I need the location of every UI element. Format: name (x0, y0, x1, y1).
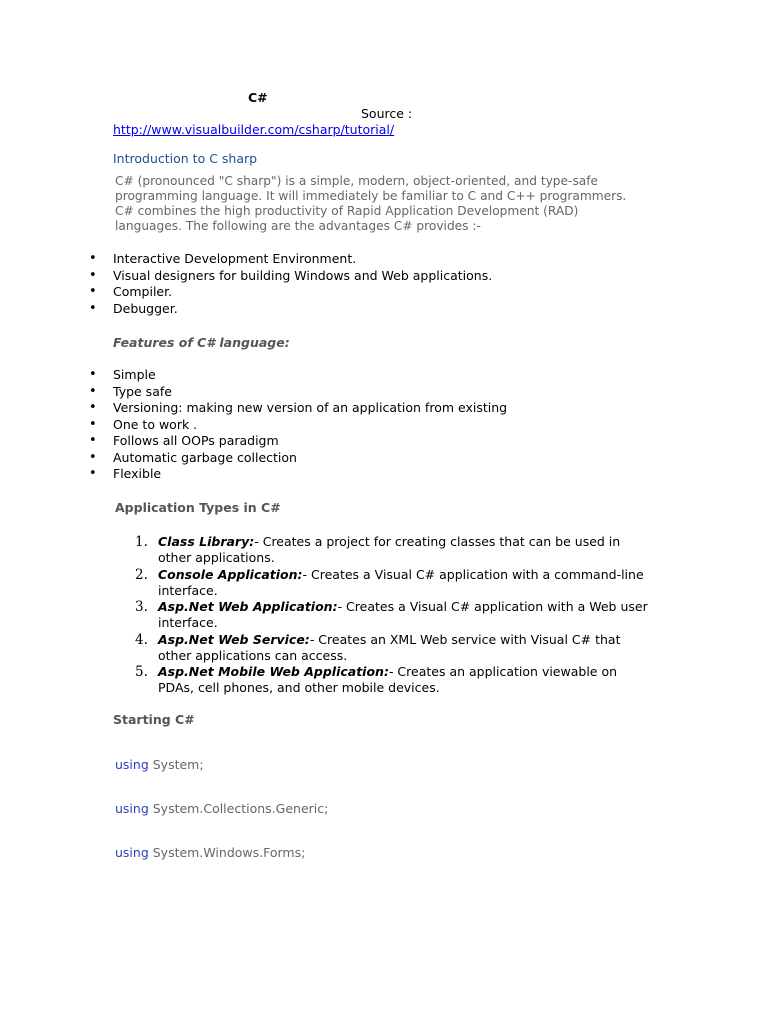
list-item: • Type safe (84, 384, 507, 401)
code-namespace: System; (152, 757, 204, 772)
item-description: - Creates a project for creating classes that can be used in other applications. (158, 534, 621, 565)
item-term: Asp.Net Web Application: (158, 599, 338, 614)
list-item: • Compiler. (84, 284, 492, 301)
intro-paragraph (115, 174, 675, 234)
item-term: Asp.Net Web Service: (158, 631, 310, 647)
item-description: - Creates an XML Web service with Visual C# that other applications can access. (158, 631, 621, 663)
app-type-item (130, 599, 650, 631)
source-label: Source : (361, 106, 413, 121)
advantages-list (84, 251, 492, 317)
list-item: • Versioning: making new version of an application from existing (84, 400, 507, 417)
code-keyword: using (115, 757, 149, 772)
intro-heading: Introduction to C sharp (113, 151, 258, 166)
code-keyword: using (115, 801, 149, 816)
list-item: • Simple (84, 367, 507, 384)
app-type-item (130, 534, 650, 566)
code-namespace: System.Windows.Forms; (152, 845, 306, 860)
features-heading: Features of C# language: (113, 335, 290, 350)
app-types-heading: Application Types in C# (115, 500, 281, 515)
code-keyword: using (115, 845, 149, 860)
source-link[interactable]: http://www.visualbuilder.com/csharp/tutorial/ (113, 122, 395, 137)
app-type-item (130, 664, 650, 696)
item-description: - Creates a Visual C# application with a Web user interface. (158, 599, 648, 630)
list-item: • Visual designers for building Windows and Web applications. (84, 268, 492, 285)
intro-line: C# combines the high productivity of Rapid Application Development (RAD) (115, 204, 579, 218)
document-title: C# (248, 90, 268, 105)
item-term: Console Application: (158, 566, 303, 582)
intro-line: programming language. It will immediately be familiar to C and C++ programmers. (115, 189, 627, 203)
list-item: • Flexible (84, 466, 507, 483)
starting-heading: Starting C# (113, 712, 195, 727)
app-type-item (130, 632, 650, 664)
item-number: 3. (135, 599, 148, 615)
item-number: 5. (135, 664, 148, 680)
list-item: • One to work . (84, 417, 507, 434)
code-line (115, 801, 328, 816)
features-list (84, 367, 507, 483)
code-line (115, 757, 204, 772)
app-type-item (130, 567, 650, 599)
code-line (115, 845, 305, 860)
list-item: • Automatic garbage collection (84, 450, 507, 467)
app-types-list (130, 534, 650, 697)
item-term: Asp.Net Mobile Web Application: (158, 664, 389, 679)
list-item: • Follows all OOPs paradigm (84, 433, 507, 450)
item-description: - Creates an application viewable on PDAs, cell phones, and other mobile devices. (158, 664, 618, 695)
item-number: 2. (135, 566, 148, 583)
item-number: 1. (135, 534, 148, 550)
list-item: • Debugger. (84, 301, 492, 318)
item-term: Class Library: (158, 534, 255, 549)
list-item: • Interactive Development Environment. (84, 251, 492, 268)
intro-line: C# (pronounced "C sharp") is a simple, modern, object-oriented, and type-safe (115, 174, 599, 188)
item-number: 4. (135, 631, 148, 648)
intro-line: languages. The following are the advantages C# provides :- (115, 219, 481, 233)
code-namespace: System.Collections.Generic; (152, 801, 329, 816)
item-description: - Creates a Visual C# application with a command-line interface. (158, 566, 644, 598)
